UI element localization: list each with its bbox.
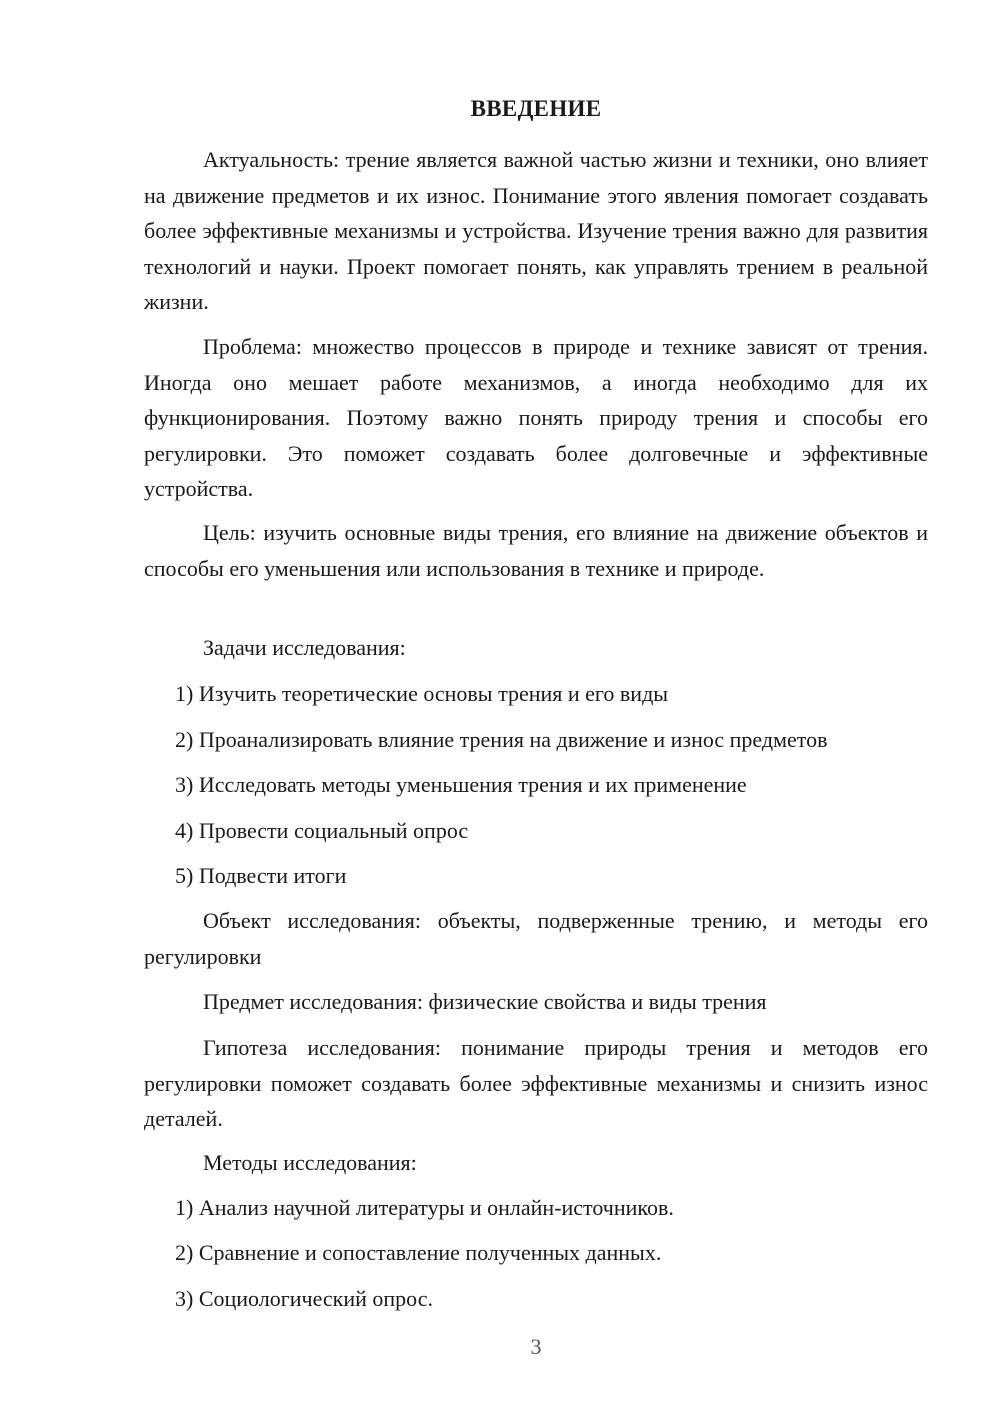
method-item: 2) Сравнение и сопоставление полученных данных. [175, 1240, 662, 1265]
goal-paragraph: Цель: изучить основные виды трения, его влияние на движение объектов и способы его уменьшения или использования в технике и природе. [144, 520, 928, 581]
tasks-title: Задачи исследования: [203, 635, 406, 660]
task-item: 1) Изучить теоретические основы трения и его виды [175, 681, 669, 706]
method-item: 1) Анализ научной литературы и онлайн-источников. [175, 1195, 674, 1220]
hypothesis-paragraph: Гипотеза исследования: понимание природы трения и методов его регулировки поможет создавать более эффективные механизмы и снизить износ деталей. [144, 1035, 928, 1131]
task-item: 4) Провести социальный опрос [175, 818, 469, 843]
task-item: 3) Исследовать методы уменьшения трения и их применение [175, 772, 747, 797]
methods-title: Методы исследования: [203, 1150, 417, 1175]
problem-paragraph: Проблема: множество процессов в природе и технике зависят от трения. Иногда оно мешает работе механизмов, а иногда необходимо для их функционирования. Поэтому важно понять природу трения и способы его регулировки. Это поможет создавать более долговечные и эффективные устройства. [144, 334, 928, 501]
subject-paragraph: Предмет исследования: физические свойства и виды трения [203, 989, 767, 1014]
object-paragraph: Объект исследования: объекты, подверженные трению, и методы его регулировки [144, 908, 928, 969]
page-number: 3 [530, 1334, 542, 1359]
task-item: 2) Проанализировать влияние трения на движение и износ предметов [175, 727, 828, 752]
method-item: 3) Социологический опрос. [175, 1286, 433, 1311]
task-item: 5) Подвести итоги [175, 863, 347, 888]
page-title: ВВЕДЕНИЕ [470, 96, 602, 121]
relevance-paragraph: Актуальность: трение является важной частью жизни и техники, оно влияет на движение предметов и их износ. Понимание этого явления помогает создавать более эффективные механизмы и устройства. Изучение трения важно для развития технологий и науки. Проект помогает понять, как управлять трением в реальной жизни. [144, 147, 928, 314]
